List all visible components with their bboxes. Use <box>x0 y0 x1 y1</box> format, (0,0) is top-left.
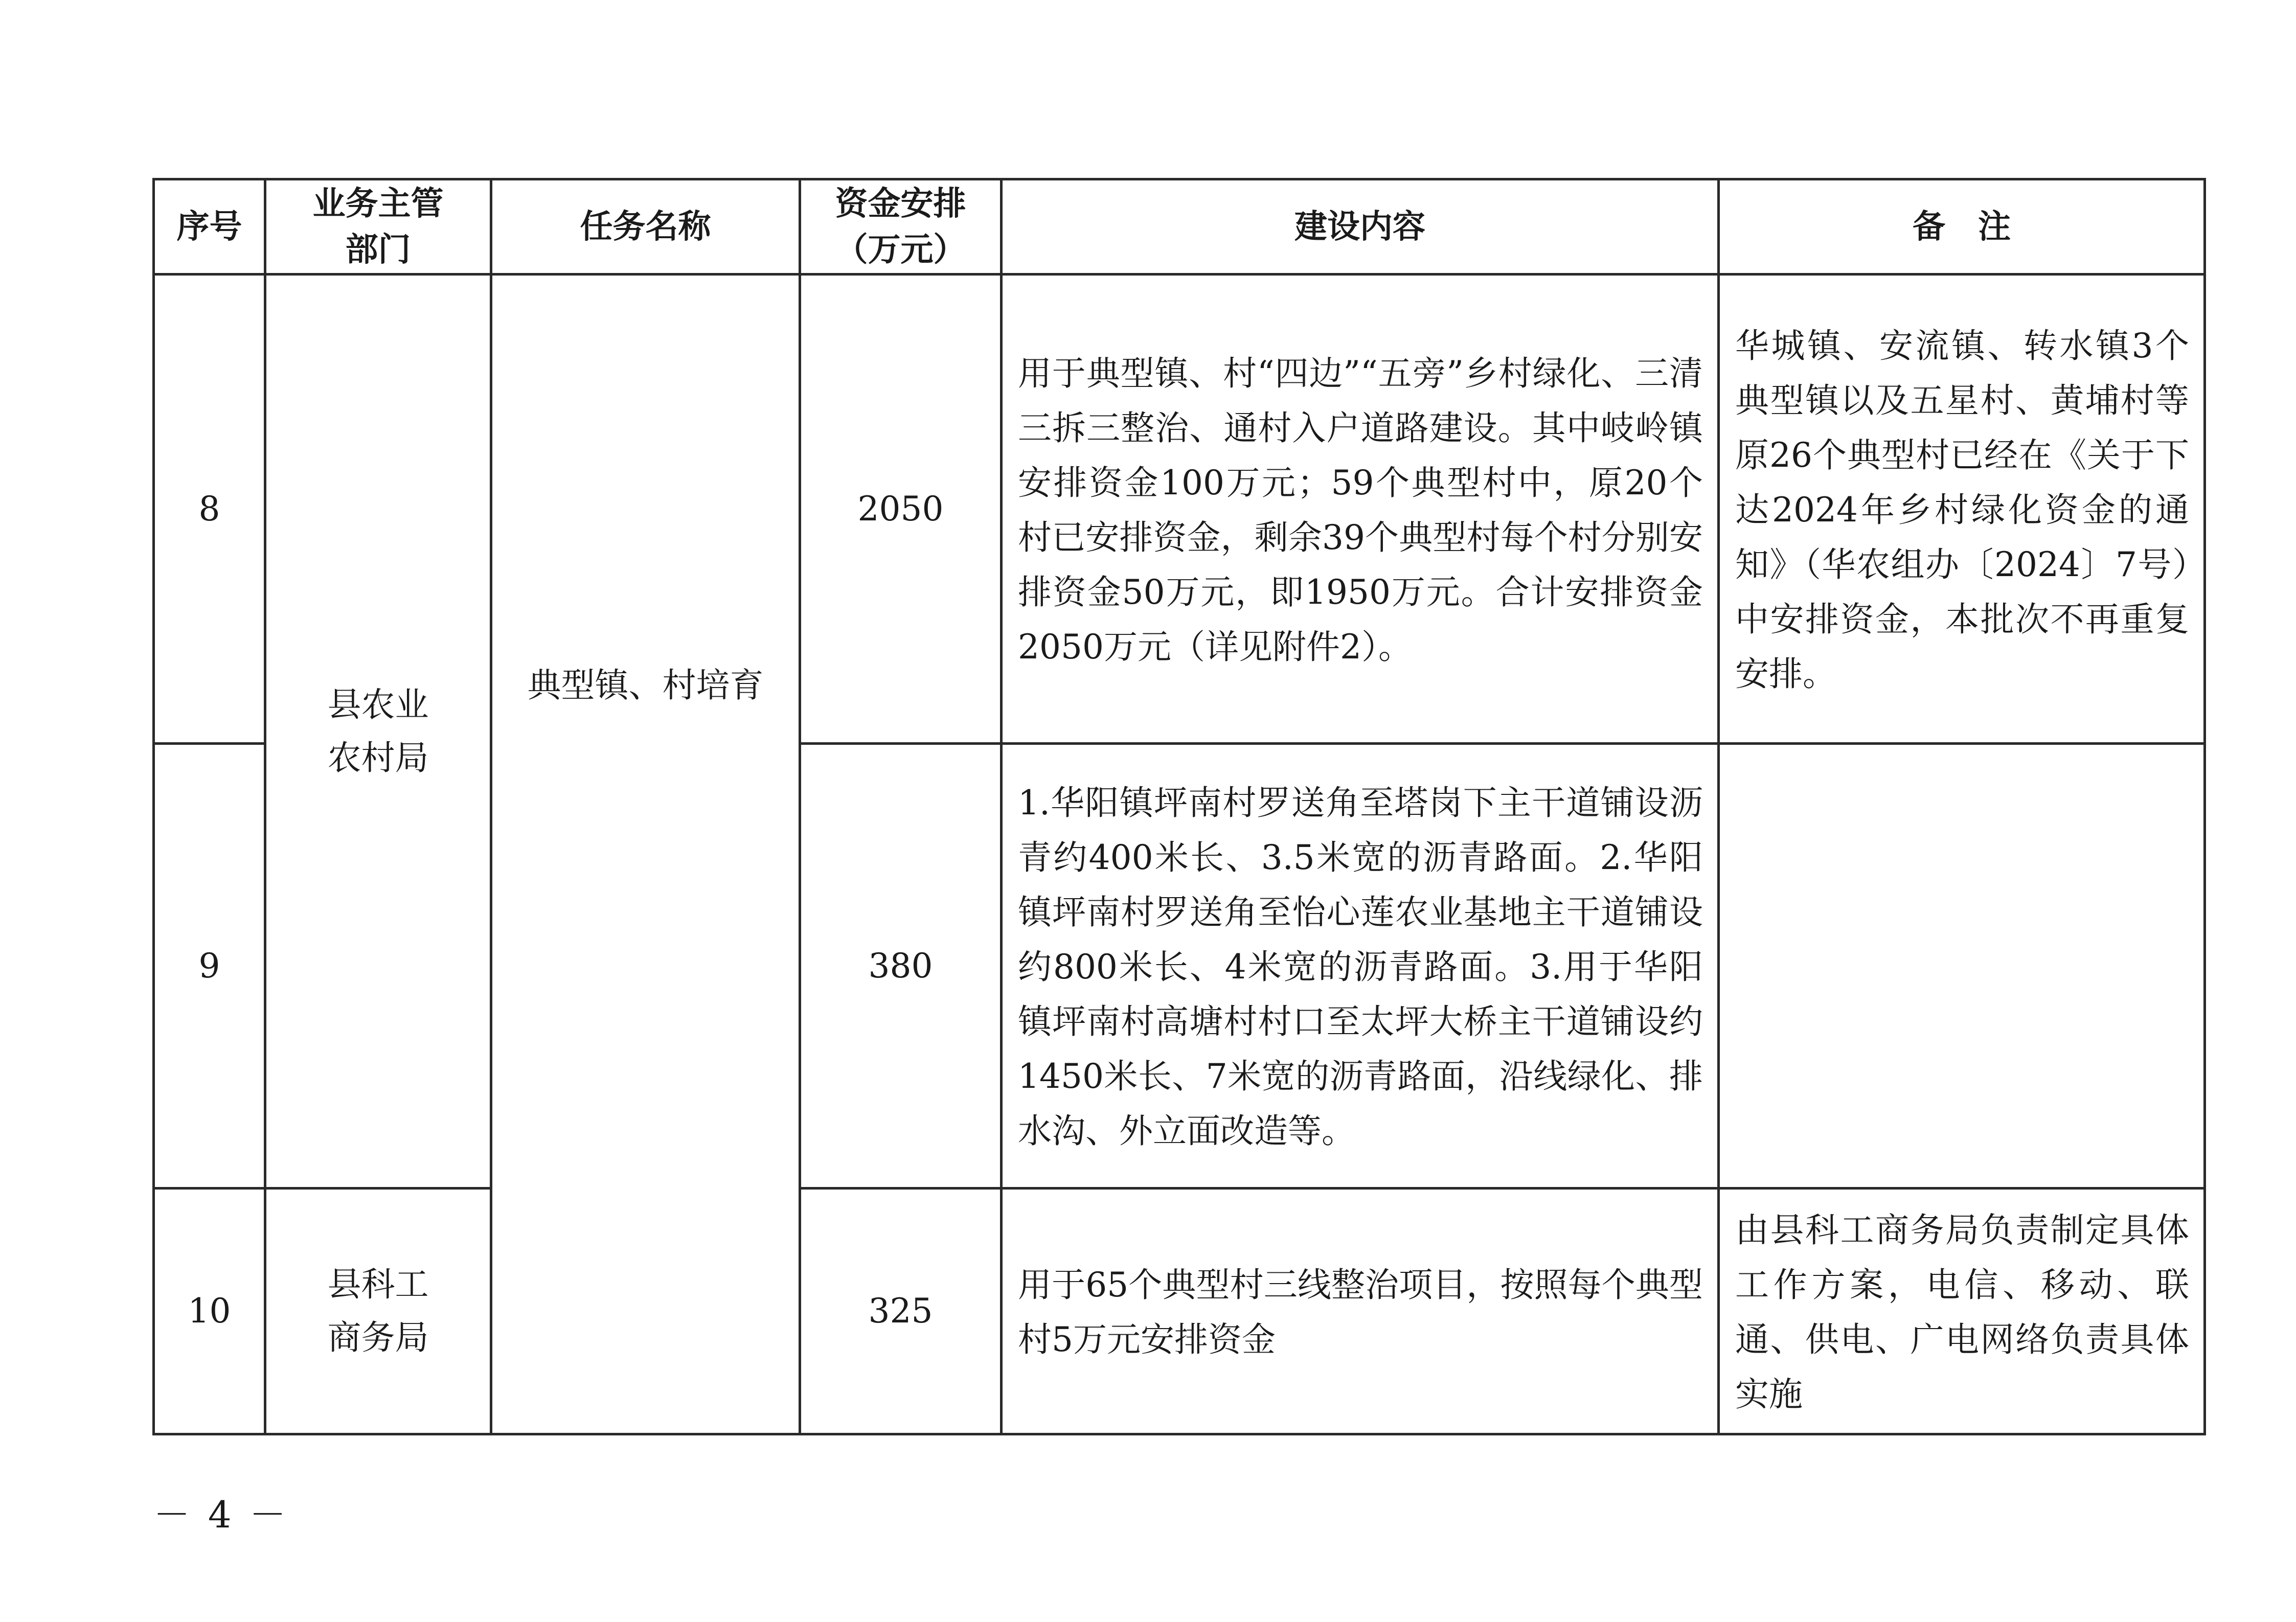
header-funds-line2: （万元） <box>835 231 966 269</box>
header-content: 建设内容 <box>1002 179 1719 275</box>
page-number: － 4 － <box>153 1493 289 1536</box>
table-row <box>154 1189 2205 1434</box>
content-item-2: 2.华阳镇坪南村罗送角至怡心莲农业基地主干道铺设约800米长、4米宽的沥青路面。 <box>1018 838 1703 987</box>
header-row <box>154 179 2205 275</box>
row-seq: 8 <box>154 275 265 744</box>
header-dept-line2: 部门 <box>345 231 411 269</box>
row-content: 用于65个典型村三线整治项目，按照每个典型村5万元安排资金 <box>1002 1189 1719 1434</box>
row-remark <box>1719 744 2205 1189</box>
row-seq: 9 <box>154 744 265 1189</box>
header-dept <box>265 179 491 275</box>
row-funds: 325 <box>800 1189 1002 1434</box>
header-task: 任务名称 <box>491 179 800 275</box>
header-funds <box>800 179 1002 275</box>
row-remark: 华城镇、安流镇、转水镇3个典型镇以及五星村、黄埔村等原26个典型村已经在《关于下达2024年乡村绿化资金的通知》（华农组办〔2024〕7号）中安排资金，本批次不再重复安排。 <box>1719 275 2205 744</box>
header-funds-line1: 资金安排 <box>835 185 966 223</box>
task-name-cell <box>491 275 800 1434</box>
content-item-3: 3.用于华阳镇坪南村高塘村村口至太坪大桥主干道铺设约1450米长、7米宽的沥青路面，沿线绿化、排水沟、外立面改造等。 <box>1018 947 1703 1151</box>
funding-table <box>152 178 2206 1435</box>
content-item-1: 1.华阳镇坪南村罗送角至塔岗下主干道铺设沥青约400米长、3.5米宽的沥青路面。 <box>1018 783 1703 878</box>
dept-label: 县科工商务局 <box>327 1265 429 1357</box>
header-remark: 备 注 <box>1719 179 2205 275</box>
table-row <box>154 275 2205 744</box>
dept-agri-label: 县农业农村局 <box>327 684 429 778</box>
row-remark: 由县科工商务局负责制定具体工作方案，电信、移动、联通、供电、广电网络负责具体实施 <box>1719 1189 2205 1434</box>
row-funds: 2050 <box>800 275 1002 744</box>
task-name-label: 典型镇、村培育 <box>527 666 764 705</box>
header-dept-line1: 业务主管 <box>312 185 444 223</box>
header-seq: 序号 <box>154 179 265 275</box>
row-content <box>1002 744 1719 1189</box>
dept-cell <box>265 1189 491 1434</box>
row-content: 用于典型镇、村“四边”“五旁”乡村绿化、三清三拆三整治、通村入户道路建设。其中岐岭镇安排资金100万元；59个典型村中，原20个村已安排资金，剩余39个典型村每个村分别安排资金50万元，即1950万元。合计安排资金2050万元（详见附件2）。 <box>1002 275 1719 744</box>
row-seq: 10 <box>154 1189 265 1434</box>
row-funds: 380 <box>800 744 1002 1189</box>
dept-cell <box>265 275 491 1189</box>
